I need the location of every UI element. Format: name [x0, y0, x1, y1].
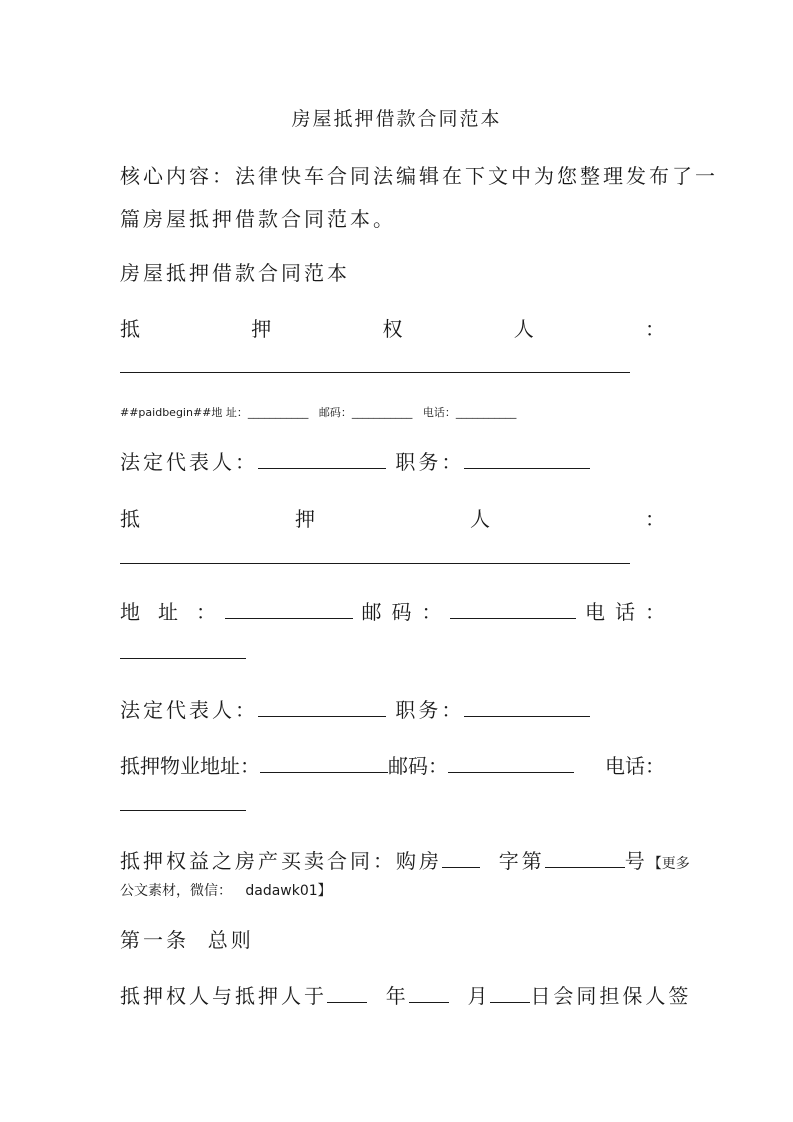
mortgagor-rep-row — [120, 694, 590, 723]
mortgagee-label-char: 押 — [251, 317, 272, 341]
contract-blank-2 — [545, 849, 625, 868]
mortgagee-label-char: 抵 — [120, 317, 140, 341]
rep-label: 法定代表人： — [120, 698, 258, 722]
property-phone-blank-line — [120, 810, 246, 811]
info-address-label: ##paidbegin##地 址： — [120, 406, 248, 419]
property-postcode-blank — [448, 754, 574, 773]
phone-blank-line — [120, 658, 246, 659]
postcode-blank — [450, 600, 576, 619]
postcode-char: 码 — [391, 600, 412, 624]
info-postcode-label: 邮码： — [318, 406, 352, 419]
mortgagor-label-char: 抵 — [120, 507, 140, 531]
postcode-label — [362, 596, 442, 625]
info-phone-label: 电话： — [422, 406, 456, 419]
article-1-text — [120, 980, 691, 1009]
info-postcode-blank: ___________ — [351, 406, 413, 419]
property-address-text — [120, 750, 574, 779]
mortgagee-label-char: 权 — [382, 317, 403, 341]
info-phone-blank: ___________ — [455, 406, 517, 419]
article-1-text-b: 日会同担保人签 — [530, 984, 692, 1008]
mortgagee-label-char: ： — [645, 317, 665, 341]
property-address-blank — [260, 754, 388, 773]
mortgagee-rep-row — [120, 446, 590, 475]
month-label: 月 — [467, 984, 491, 1008]
postcode-char: 邮 — [361, 600, 382, 624]
property-address-label: 抵押物业地址： — [120, 754, 260, 778]
address-char: ： — [196, 600, 216, 624]
property-phone-label: 电话： — [605, 754, 665, 778]
address-blank — [225, 600, 353, 619]
mortgagor-name-line — [120, 563, 630, 564]
contract-blank-1 — [442, 849, 480, 868]
page-title: 房屋抵押借款合同范本 — [291, 108, 502, 130]
more-material-open: 【更多 — [647, 856, 690, 872]
address-char: 址 — [158, 600, 178, 624]
intro-line-2: 篇房屋抵押借款合同范本。 — [120, 207, 396, 231]
more-material-text: 公文素材，微信： — [120, 883, 232, 899]
subtitle: 房屋抵押借款合同范本 — [120, 261, 350, 285]
more-material-row — [120, 880, 332, 900]
article-1-heading: 第一条 总则 — [120, 928, 254, 952]
mortgagee-info-line — [120, 404, 516, 420]
info-address-blank: ___________ — [247, 406, 309, 419]
mortgagee-name-line — [120, 372, 630, 373]
address-char: 地 — [120, 600, 140, 624]
wechat-id: dadawk01 — [245, 883, 318, 899]
position-blank — [464, 450, 590, 469]
postcode-char: ： — [421, 600, 442, 624]
mortgagor-label — [120, 503, 665, 532]
mortgagor-label-char: 押 — [295, 507, 315, 531]
position-blank — [464, 698, 590, 717]
phone-char: 电 — [585, 600, 605, 624]
more-material-close: 】 — [317, 883, 332, 899]
year-label: 年 — [385, 984, 409, 1008]
contract-row — [120, 845, 690, 874]
phone-label — [585, 596, 665, 625]
year-blank — [327, 984, 367, 1003]
contract-hao: 号 — [624, 849, 648, 873]
address-label — [120, 596, 216, 625]
mortgagor-contact-row — [120, 596, 665, 625]
rep-blank — [258, 698, 386, 717]
rep-blank — [258, 450, 386, 469]
mortgagor-label-char: ： — [645, 507, 665, 531]
mortgagee-label — [120, 313, 665, 342]
mortgagee-label-char: 人 — [513, 317, 534, 341]
position-label: 职务： — [395, 450, 465, 474]
day-blank — [490, 984, 530, 1003]
contract-zidi: 字第 — [498, 849, 545, 873]
position-label: 职务： — [395, 698, 465, 722]
phone-char: 话 — [615, 600, 635, 624]
property-postcode-label: 邮码： — [388, 754, 448, 778]
article-1-text-a: 抵押权人与抵押人于 — [120, 984, 327, 1008]
mortgagor-label-char: 人 — [470, 507, 490, 531]
contract-label: 抵押权益之房产买卖合同：购房 — [120, 849, 442, 873]
intro-line-1: 核心内容：法律快车合同法编辑在下文中为您整理发布了一 — [120, 164, 718, 188]
rep-label: 法定代表人： — [120, 450, 258, 474]
phone-char: ： — [645, 600, 665, 624]
property-row — [120, 750, 665, 779]
month-blank — [409, 984, 449, 1003]
